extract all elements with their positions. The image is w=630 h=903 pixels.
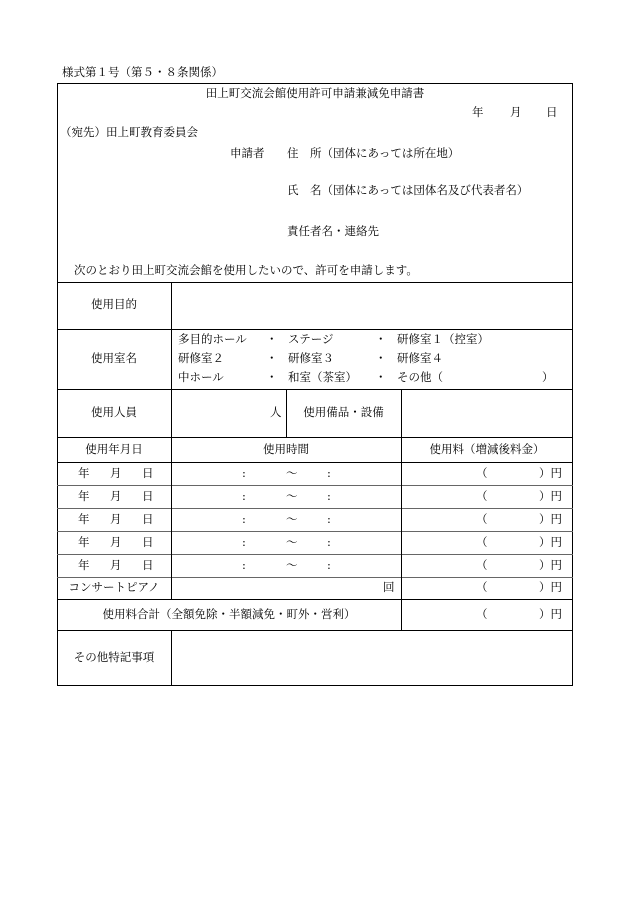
fee-close-yen: ）円 bbox=[539, 535, 562, 549]
form-number: 様式第１号（第５・８条関係） bbox=[62, 65, 223, 79]
row-year-label[interactable]: 年 bbox=[78, 512, 90, 526]
start-time-colon[interactable]: : bbox=[242, 558, 246, 572]
row-day-label[interactable]: 日 bbox=[142, 558, 154, 572]
row-year-label[interactable]: 年 bbox=[78, 489, 90, 503]
room-option-training-room-1[interactable]: 研修室１（控室） bbox=[397, 332, 489, 346]
row-year-label[interactable]: 年 bbox=[78, 466, 90, 480]
time-range-tilde: 〜 bbox=[286, 558, 298, 572]
piano-fee-close: ）円 bbox=[539, 580, 562, 594]
start-time-colon[interactable]: : bbox=[242, 535, 246, 549]
piano-label: コンサートピアノ bbox=[68, 580, 160, 594]
room-separator: ・ bbox=[375, 370, 387, 384]
room-option-training-room-4[interactable]: 研修室４ bbox=[397, 351, 443, 365]
room-separator: ・ bbox=[375, 332, 387, 346]
notes-field[interactable] bbox=[172, 631, 572, 685]
room-other-close: ） bbox=[542, 370, 554, 384]
people-label: 使用人員 bbox=[91, 405, 137, 419]
row-month-label[interactable]: 月 bbox=[110, 512, 122, 526]
time-range-tilde: 〜 bbox=[286, 466, 298, 480]
row-month-label[interactable]: 月 bbox=[110, 489, 122, 503]
divider-people bbox=[57, 437, 573, 438]
piano-fee-open[interactable]: （ bbox=[476, 580, 488, 594]
time-range-tilde: 〜 bbox=[286, 535, 298, 549]
row-day-label[interactable]: 日 bbox=[142, 535, 154, 549]
divider-row-5 bbox=[57, 577, 573, 578]
end-time-colon[interactable]: : bbox=[327, 489, 331, 503]
purpose-field[interactable] bbox=[172, 283, 572, 329]
people-unit: 人 bbox=[270, 405, 282, 419]
rooms-label: 使用室名 bbox=[91, 351, 137, 365]
form-title: 田上町交流会館使用許可申請兼減免申請書 bbox=[205, 86, 425, 100]
start-time-colon[interactable]: : bbox=[242, 489, 246, 503]
date-day-label: 日 bbox=[546, 105, 558, 119]
divider-label-column bbox=[171, 282, 172, 599]
row-day-label[interactable]: 日 bbox=[142, 512, 154, 526]
end-time-colon[interactable]: : bbox=[327, 512, 331, 526]
row-year-label[interactable]: 年 bbox=[78, 558, 90, 572]
end-time-colon[interactable]: : bbox=[327, 466, 331, 480]
room-option-training-room-3[interactable]: 研修室３ bbox=[288, 351, 334, 365]
schedule-date-header: 使用年月日 bbox=[85, 442, 143, 456]
total-fee-close: ）円 bbox=[539, 607, 562, 621]
end-time-colon[interactable]: : bbox=[327, 535, 331, 549]
fee-open-paren[interactable]: （ bbox=[476, 558, 488, 572]
start-time-colon[interactable]: : bbox=[242, 466, 246, 480]
applicant-address-label: 住 所（団体にあっては所在地） bbox=[287, 146, 460, 160]
start-time-colon[interactable]: : bbox=[242, 512, 246, 526]
purpose-label: 使用目的 bbox=[91, 297, 137, 311]
fee-close-yen: ）円 bbox=[539, 466, 562, 480]
fee-close-yen: ）円 bbox=[539, 512, 562, 526]
room-option-middle-hall[interactable]: 中ホール bbox=[178, 370, 224, 384]
applicant-label: 申請者 bbox=[230, 146, 265, 160]
total-fee-label: 使用料合計（全額免除・半額減免・町外・営利） bbox=[102, 607, 356, 621]
room-option-multipurpose-hall[interactable]: 多目的ホール bbox=[178, 332, 247, 346]
room-separator: ・ bbox=[266, 370, 278, 384]
room-separator: ・ bbox=[266, 332, 278, 346]
room-separator: ・ bbox=[266, 351, 278, 365]
fee-open-paren[interactable]: （ bbox=[476, 466, 488, 480]
row-month-label[interactable]: 月 bbox=[110, 558, 122, 572]
application-statement: 次のとおり田上町交流会館を使用したいので、許可を申請します。 bbox=[74, 263, 418, 277]
divider-schedule-header bbox=[57, 462, 573, 463]
schedule-fee-header: 使用料（増減後料金） bbox=[429, 442, 545, 456]
row-year-label[interactable]: 年 bbox=[78, 535, 90, 549]
time-range-tilde: 〜 bbox=[286, 512, 298, 526]
time-range-tilde: 〜 bbox=[286, 489, 298, 503]
schedule-time-header: 使用時間 bbox=[263, 442, 309, 456]
addressee: （宛先）田上町教育委員会 bbox=[60, 125, 198, 139]
row-month-label[interactable]: 月 bbox=[110, 466, 122, 480]
equipment-label: 使用備品・設備 bbox=[303, 405, 384, 419]
room-option-other[interactable]: その他（ bbox=[397, 370, 443, 384]
people-field[interactable] bbox=[172, 390, 272, 436]
fee-close-yen: ）円 bbox=[539, 489, 562, 503]
row-day-label[interactable]: 日 bbox=[142, 489, 154, 503]
room-option-training-room-2[interactable]: 研修室２ bbox=[178, 351, 224, 365]
applicant-contact-label: 責任者名・連絡先 bbox=[287, 224, 379, 238]
divider-row-4 bbox=[57, 554, 573, 555]
room-option-stage[interactable]: ステージ bbox=[288, 332, 334, 346]
form-frame bbox=[57, 83, 573, 686]
divider-row-2 bbox=[57, 508, 573, 509]
room-option-japanese-room[interactable]: 和室（茶室） bbox=[288, 370, 357, 384]
divider-row-1 bbox=[57, 485, 573, 486]
equipment-field[interactable] bbox=[402, 390, 572, 436]
row-day-label[interactable]: 日 bbox=[142, 466, 154, 480]
fee-open-paren[interactable]: （ bbox=[476, 512, 488, 526]
total-fee-open[interactable]: （ bbox=[476, 607, 488, 621]
fee-open-paren[interactable]: （ bbox=[476, 535, 488, 549]
piano-unit: 回 bbox=[383, 580, 395, 594]
date-month-label: 月 bbox=[510, 105, 522, 119]
divider-purpose bbox=[57, 329, 573, 330]
row-month-label[interactable]: 月 bbox=[110, 535, 122, 549]
notes-label: その他特記事項 bbox=[73, 650, 155, 664]
divider-piano bbox=[57, 599, 573, 600]
end-time-colon[interactable]: : bbox=[327, 558, 331, 572]
room-separator: ・ bbox=[375, 351, 387, 365]
applicant-name-label: 氏 名（団体にあっては団体名及び代表者名） bbox=[287, 183, 529, 197]
divider-row-3 bbox=[57, 531, 573, 532]
fee-close-yen: ）円 bbox=[539, 558, 562, 572]
fee-open-paren[interactable]: （ bbox=[476, 489, 488, 503]
date-year-label: 年 bbox=[472, 105, 484, 119]
